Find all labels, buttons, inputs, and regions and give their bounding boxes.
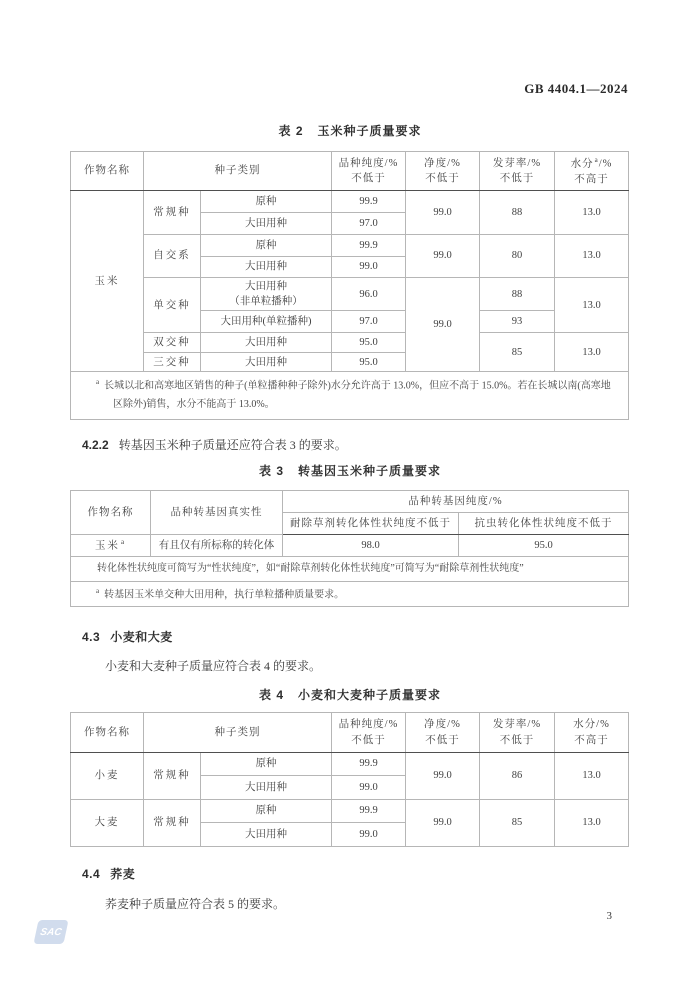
t4-clean: 99.0: [406, 800, 480, 847]
t4-purity: 99.0: [332, 823, 406, 847]
table-row: [71, 191, 629, 213]
t2-head-crop: 作物名称: [71, 152, 144, 191]
t2-type: 大田用种: [201, 213, 332, 235]
t2-head-cleanness: 净度/% 不低于: [406, 152, 480, 191]
t4-head-moisture: 水分/% 不高于: [555, 713, 629, 753]
t2-purity: 95.0: [332, 353, 406, 372]
sac-watermark-logo: SAC: [33, 920, 68, 944]
t2-purity: 96.0: [332, 278, 406, 311]
t4-type: 原种: [201, 800, 332, 823]
table4-caption: [0, 686, 700, 703]
t4-type: 原种: [201, 753, 332, 776]
table2-caption: [0, 122, 700, 139]
t3-herbicide-value: 98.0: [283, 535, 459, 557]
section-4-3-heading: 4.3 小麦和大麦: [82, 630, 173, 644]
t3-insect-value: 95.0: [459, 535, 629, 557]
t2-type: 大田用种 （非单粒播种）: [201, 278, 332, 311]
t3-footnote: $^a$ 转基因玉米单交种大田用种，执行单粒播种质量要求。: [96, 587, 345, 601]
table2-caption-label: 表 2: [278, 124, 304, 138]
table4-wheat-barley-quality: [70, 712, 629, 847]
t4-cat: 常规种: [144, 753, 201, 800]
table3-caption-label: 表 3: [258, 464, 284, 478]
t4-head-germination: 发芽率/% 不低于: [480, 713, 555, 753]
t2-moist: 13.0: [555, 333, 629, 372]
t3-head-insect: 抗虫转化体性状纯度不低于: [459, 513, 629, 535]
t2-purity: 99.9: [332, 191, 406, 213]
t2-type: 大田用种(单粒播种): [201, 311, 332, 333]
t3-crop-corn: 玉米$^a$: [71, 535, 151, 557]
t2-type: 大田用种: [201, 257, 332, 278]
t3-head-authenticity: 品种转基因真实性: [151, 491, 283, 535]
t3-note-row: [71, 557, 629, 582]
t4-crop-wheat: 小麦: [71, 753, 144, 800]
table-row: [71, 800, 629, 823]
t2-type: 大田用种: [201, 353, 332, 372]
table3-caption: [0, 462, 700, 479]
t2-moist: 13.0: [555, 235, 629, 278]
t3-footnote-row: [71, 582, 629, 607]
t2-cat: 常规种: [144, 191, 201, 235]
t2-head-seed-class: 种子类别: [144, 152, 332, 191]
t4-germ: 86: [480, 753, 555, 800]
table2-corn-seed-quality: [70, 151, 629, 420]
t3-note: 转化体性状纯度可简写为“性状纯度”，如“耐除草剂转化体性状纯度”可简写为“耐除草剂性状纯度”: [97, 563, 524, 574]
t4-moist: 13.0: [555, 800, 629, 847]
t4-head-seed-class: 种子类别: [144, 713, 332, 753]
t4-purity: 99.9: [332, 753, 406, 776]
t2-crop-corn: 玉米: [71, 191, 144, 372]
t2-germ: 85: [480, 333, 555, 372]
section-4-4-paragraph: 荞麦种子质量应符合表 5 的要求。: [105, 897, 286, 911]
table3-caption-title: 转基因玉米种子质量要求: [298, 464, 442, 478]
t4-head-crop: 作物名称: [71, 713, 144, 753]
section-4-3-paragraph: 小麦和大麦种子质量应符合表 4 的要求。: [105, 659, 322, 673]
t2-head-germination: 发芽率/% 不低于: [480, 152, 555, 191]
table4-caption-label: 表 4: [258, 688, 284, 702]
t2-clean: 99.0: [406, 235, 480, 278]
t2-germ: 93: [480, 311, 555, 333]
clause-4-2-2: 4.2.2 转基因玉米种子质量还应符合表 3 的要求。: [82, 438, 347, 452]
t4-purity: 99.0: [332, 776, 406, 800]
t2-moist: 13.0: [555, 278, 629, 333]
t2-clean: 99.0: [406, 191, 480, 235]
table-row: [71, 235, 629, 257]
t2-footnote: $^a$ 长城以北和高寒地区销售的种子(单粒播种种子除外)水分允许高于 13.0%，但应不高于 15.0%。若在长城以南(高寒地区除外)销售，水分不能高于 13.0%。: [96, 378, 611, 411]
table3-gm-corn-quality: [70, 490, 629, 607]
t4-moist: 13.0: [555, 753, 629, 800]
t2-head-moisture: 水分$^a$/% 不高于: [555, 152, 629, 191]
t4-cat: 常规种: [144, 800, 201, 847]
t2-cat: 自交系: [144, 235, 201, 278]
t4-clean: 99.0: [406, 753, 480, 800]
t4-purity: 99.9: [332, 800, 406, 823]
t2-purity: 99.9: [332, 235, 406, 257]
t3-head-gm-purity: 品种转基因纯度/%: [283, 491, 629, 513]
t3-head-herbicide: 耐除草剂转化体性状纯度不低于: [283, 513, 459, 535]
table4-caption-title: 小麦和大麦种子质量要求: [298, 688, 442, 702]
t2-purity: 99.0: [332, 257, 406, 278]
table2-caption-title: 玉米种子质量要求: [317, 124, 422, 138]
table-row: [71, 753, 629, 776]
t4-crop-barley: 大麦: [71, 800, 144, 847]
t2-germ: 88: [480, 278, 555, 311]
t4-type: 大田用种: [201, 823, 332, 847]
t2-purity: 95.0: [332, 333, 406, 353]
standard-number: GB 4404.1—2024: [524, 81, 628, 96]
t2-moist: 13.0: [555, 191, 629, 235]
t2-cat: 单交种: [144, 278, 201, 333]
t4-head-cleanness: 净度/% 不低于: [406, 713, 480, 753]
t2-type: 原种: [201, 191, 332, 213]
t2-germ: 80: [480, 235, 555, 278]
t2-type: 大田用种: [201, 333, 332, 353]
t2-germ: 88: [480, 191, 555, 235]
t4-type: 大田用种: [201, 776, 332, 800]
t2-purity: 97.0: [332, 311, 406, 333]
t3-authenticity: 有且仅有所标称的转化体: [151, 535, 283, 557]
table-row: [71, 535, 629, 557]
t2-cat: 三交种: [144, 353, 201, 372]
t3-head-crop: 作物名称: [71, 491, 151, 535]
t2-purity: 97.0: [332, 213, 406, 235]
t2-type: 原种: [201, 235, 332, 257]
t4-germ: 85: [480, 800, 555, 847]
t2-footnote-row: [71, 372, 629, 419]
page-number: 3: [606, 910, 612, 922]
t2-clean: 99.0: [406, 278, 480, 372]
t2-cat: 双交种: [144, 333, 201, 353]
t2-head-purity: 品种纯度/% 不低于: [332, 152, 406, 191]
section-4-4-heading: 4.4 荞麦: [82, 867, 136, 881]
table-row: [71, 333, 629, 353]
t4-head-purity: 品种纯度/% 不低于: [332, 713, 406, 753]
table-row: [71, 278, 629, 311]
